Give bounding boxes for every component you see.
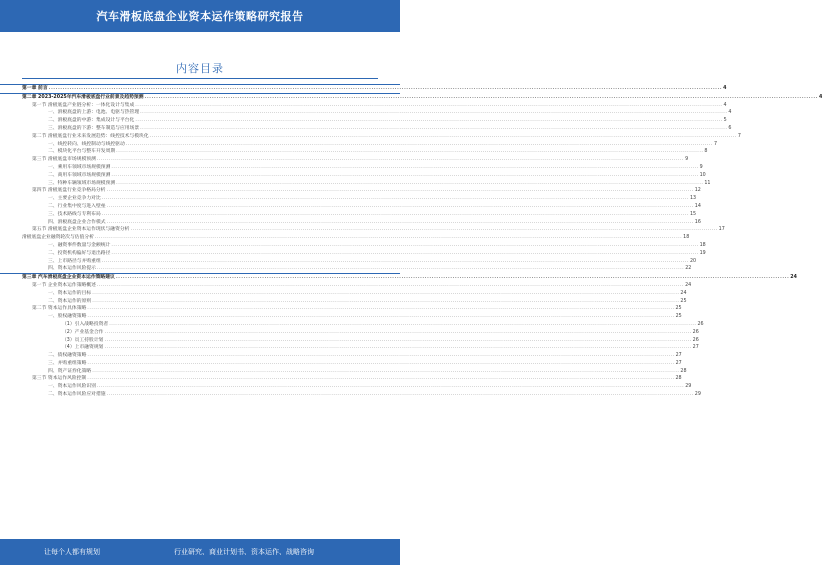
toc-page-number: 20 (689, 258, 697, 264)
toc-entry-title: 第二节 资本运作具体策略 (32, 306, 87, 312)
toc-entry-title: （1）引入战略投资者 (62, 321, 109, 327)
toc-entry-title: 第三节 滑板底盘市场规模预测 (32, 157, 96, 163)
toc-leader-dots (111, 250, 698, 258)
toc-entry-title: 一、股权融资策略 (48, 314, 87, 320)
toc-page-number: 13 (689, 196, 697, 202)
toc-leader-dots (107, 391, 694, 399)
toc-leader-dots (135, 102, 722, 110)
toc-entry[interactable] (0, 187, 701, 195)
toc-leader-dots (87, 360, 674, 368)
toc-entry-title: 四、资产证券化策略 (48, 368, 92, 374)
toc-leader-dots (97, 383, 684, 391)
toc-leader-dots (116, 148, 703, 156)
toc-page-number: 5 (723, 118, 727, 124)
toc-entry-title: （4）上市融资规划 (62, 345, 104, 351)
toc-entry[interactable] (0, 172, 706, 180)
toc-page-number: 7 (737, 133, 741, 139)
toc-entry-title: 第二节 滑板底盘行业未来发展趋势：线控技术与模块化 (32, 133, 149, 139)
toc-entry-title: 滑板底盘企业融资轮次与估值分析 (22, 235, 94, 241)
toc-page-number: 9 (699, 164, 703, 170)
toc-leader-dots (102, 195, 689, 203)
toc-page-number: 26 (697, 321, 704, 327)
toc-leader-dots (92, 298, 679, 306)
toc-entry-title: 三、滑板底盘的下游：整车制造与应用场景 (48, 125, 140, 131)
toc-entry-title: 四、资本运作风险提示 (48, 266, 96, 272)
toc-page-number: 22 (685, 266, 692, 272)
toc-leader-dots (107, 203, 694, 211)
footer-services: 行业研究、商业计划书、资本运作、战略咨询 (174, 548, 314, 556)
toc-entry-title: 二、资本运作风险应对措施 (48, 392, 106, 398)
toc-entry-title: 第一节 企业资本运作策略概述 (32, 282, 96, 288)
toc-entry-title: 二、债权融资策略 (48, 353, 87, 359)
toc-leader-dots (97, 282, 684, 290)
toc-page-number: 26 (692, 337, 699, 343)
toc-leader-dots (102, 211, 689, 219)
toc-leader-dots (87, 313, 674, 321)
toc-leader-dots (104, 329, 691, 337)
toc-leader-dots (130, 226, 717, 234)
toc-page-number: 9 (685, 157, 689, 163)
toc-chapter-entry[interactable] (0, 84, 727, 93)
toc-entry[interactable] (0, 211, 697, 219)
toc-entry[interactable] (0, 226, 725, 234)
report-title: 汽车滑板底盘企业资本运作策略研究报告 (96, 10, 304, 23)
toc-entry[interactable] (0, 109, 732, 117)
toc-entry-title: 第三章 汽车滑板底盘企业资本运作策略建议 (22, 275, 115, 281)
toc-leader-dots (87, 305, 674, 313)
toc-entry[interactable] (0, 352, 682, 360)
toc-leader-dots (107, 219, 694, 227)
toc-leader-dots (111, 164, 698, 172)
toc-leader-dots (111, 172, 698, 180)
report-footer-bar (0, 539, 400, 565)
toc-entry-title: 二、投资机构偏好与退出路径 (48, 250, 111, 256)
toc-entry[interactable] (0, 125, 732, 133)
toc-page-number: 18 (683, 235, 690, 241)
toc-entry[interactable] (0, 242, 706, 250)
toc-entry[interactable] (0, 391, 701, 399)
toc-heading-rule (22, 78, 378, 79)
toc-entry[interactable] (0, 329, 699, 337)
toc-leader-dots (49, 85, 722, 93)
toc-entry-title: （2）产业基金合作 (62, 329, 104, 335)
toc-leader-dots (95, 234, 682, 242)
toc-chapter-entry[interactable] (0, 273, 797, 282)
toc-leader-dots (140, 109, 727, 117)
toc-entry-title: 三、特种车辆领域市场规模预测 (48, 180, 116, 186)
toc-leader-dots (87, 375, 674, 383)
toc-entry-title: （3）员工持股计划 (62, 337, 104, 343)
toc-page-number: 17 (718, 227, 725, 233)
toc-entry[interactable] (0, 203, 701, 211)
toc-entry[interactable] (0, 258, 697, 266)
toc-page-number: 7 (713, 141, 718, 147)
report-header-bar (0, 0, 400, 32)
toc-page-number: 27 (675, 360, 682, 366)
toc-page-number: 15 (689, 211, 697, 217)
toc-entry[interactable] (0, 313, 682, 321)
table-of-contents (0, 84, 822, 399)
toc-page-number: 8 (704, 149, 708, 155)
toc-entry-title: 二、商用车领域市场规模预测 (48, 172, 111, 178)
toc-leader-dots (87, 352, 674, 360)
toc-entry-title: 二、滑板底盘的中游：集成设计与平台化 (48, 118, 135, 124)
toc-entry-title: 一、线控转向、线控制动与线控驱动 (48, 141, 125, 147)
toc-entry-title: 一、资本运作风险识别 (48, 384, 96, 390)
toc-page-number: 10 (699, 172, 706, 178)
toc-page-number: 12 (694, 188, 701, 194)
toc-page-number: 24 (790, 275, 797, 281)
toc-leader-dots (135, 117, 722, 125)
toc-leader-dots (92, 368, 679, 376)
toc-leader-dots (92, 290, 679, 298)
toc-page-number: 4 (723, 102, 727, 108)
toc-entry[interactable] (0, 290, 687, 298)
toc-page-number: 27 (675, 353, 682, 359)
toc-entry-title: 四、滑板底盘企业合作模式 (48, 219, 106, 225)
toc-entry-title: 二、模块化平台与整车开发周期 (48, 149, 116, 155)
toc-page-number: 24 (680, 290, 687, 296)
toc-page-number: 6 (728, 125, 732, 131)
toc-page-number: 28 (675, 376, 682, 382)
toc-page-number: 4 (723, 86, 727, 91)
toc-entry-title: 一、滑板底盘的上游：电池、电驱与热管理 (48, 110, 140, 116)
toc-page-number: 11 (704, 180, 711, 186)
toc-entry[interactable] (0, 305, 682, 313)
toc-entry-title: 一、主要企业竞争力对比 (48, 196, 101, 202)
toc-leader-dots (109, 321, 696, 329)
toc-leader-dots (145, 94, 818, 102)
toc-entry[interactable] (0, 337, 699, 345)
toc-page-number: 24 (685, 282, 692, 288)
toc-entry-title: 第一节 滑板底盘产业链分析：一体化设计与集成 (32, 102, 135, 108)
toc-page-number: 4 (728, 110, 732, 116)
toc-page-number: 29 (685, 384, 692, 390)
toc-leader-dots (140, 125, 727, 133)
toc-entry-title: 一、融资事件数量与金额统计 (48, 242, 111, 248)
toc-page-number: 27 (692, 345, 699, 351)
toc-page-number: 26 (692, 329, 699, 335)
toc-page-number: 4 (818, 94, 822, 100)
toc-page-number: 19 (699, 250, 706, 256)
toc-entry-title: 二、资本运作的原则 (48, 298, 92, 304)
toc-page-number: 28 (680, 368, 687, 374)
toc-entry[interactable] (0, 383, 692, 391)
toc-entry[interactable] (0, 368, 687, 376)
toc-entry-title: 三、上市路径与并购重组 (48, 258, 101, 264)
toc-entry[interactable] (0, 360, 682, 368)
toc-entry[interactable] (0, 250, 706, 258)
toc-entry[interactable] (0, 102, 727, 110)
toc-entry[interactable] (0, 344, 699, 352)
toc-entry-title: 第二章 2023-2025年汽车滑板底盘行业前景及趋势预测 (22, 94, 144, 100)
toc-entry-title: 第三节 资本运作风险控制 (32, 376, 87, 382)
toc-page-number: 25 (675, 306, 682, 312)
toc-leader-dots (97, 156, 684, 164)
toc-leader-dots (150, 133, 737, 141)
toc-entry[interactable] (0, 375, 682, 383)
toc-entry[interactable] (0, 148, 708, 156)
toc-page-number: 25 (680, 298, 687, 304)
toc-entry[interactable] (0, 234, 690, 242)
toc-entry[interactable] (0, 282, 692, 290)
toc-entry-title: 第五节 滑板底盘企业资本运作现状与融资分析 (32, 227, 130, 233)
toc-chapter-entry[interactable] (0, 93, 822, 102)
toc-entry[interactable] (0, 164, 703, 172)
toc-leader-dots (111, 242, 698, 250)
toc-entry-title: 第一章 前言 (22, 86, 48, 91)
toc-entry-title: 一、资本运作的目标 (48, 290, 92, 296)
toc-entry-title: 二、行业集中度与进入壁垒 (48, 203, 106, 209)
toc-leader-dots (104, 337, 691, 345)
toc-leader-dots (116, 180, 703, 188)
toc-leader-dots (126, 141, 713, 149)
toc-leader-dots (104, 344, 691, 352)
toc-entry[interactable] (0, 321, 704, 329)
toc-page-number: 18 (699, 242, 706, 248)
toc-leader-dots (97, 265, 684, 273)
toc-page-number: 14 (694, 203, 701, 209)
toc-entry-title: 一、乘用车领域市场规模预测 (48, 164, 111, 170)
toc-entry[interactable] (0, 195, 697, 203)
toc-entry[interactable] (0, 156, 689, 164)
toc-page-number: 25 (675, 314, 682, 320)
toc-entry[interactable] (0, 219, 701, 227)
toc-leader-dots (116, 274, 789, 282)
toc-heading: 内容目录 (176, 62, 224, 75)
toc-entry[interactable] (0, 298, 687, 306)
toc-page-number: 29 (694, 392, 701, 398)
toc-leader-dots (106, 187, 693, 195)
toc-entry[interactable] (0, 180, 711, 188)
toc-entry-title: 三、并购重组策略 (48, 360, 87, 366)
toc-entry-title: 三、技术路线与专利布局 (48, 211, 101, 217)
toc-entry[interactable] (0, 141, 718, 149)
footer-slogan: 让每个人都有规划 (44, 548, 100, 556)
toc-entry[interactable] (0, 117, 727, 125)
toc-entry-title: 第四节 滑板底盘行业竞争格局分析 (32, 188, 106, 194)
toc-entry[interactable] (0, 265, 692, 273)
toc-entry[interactable] (0, 133, 741, 141)
toc-leader-dots (102, 258, 689, 266)
toc-page-number: 16 (694, 219, 701, 225)
